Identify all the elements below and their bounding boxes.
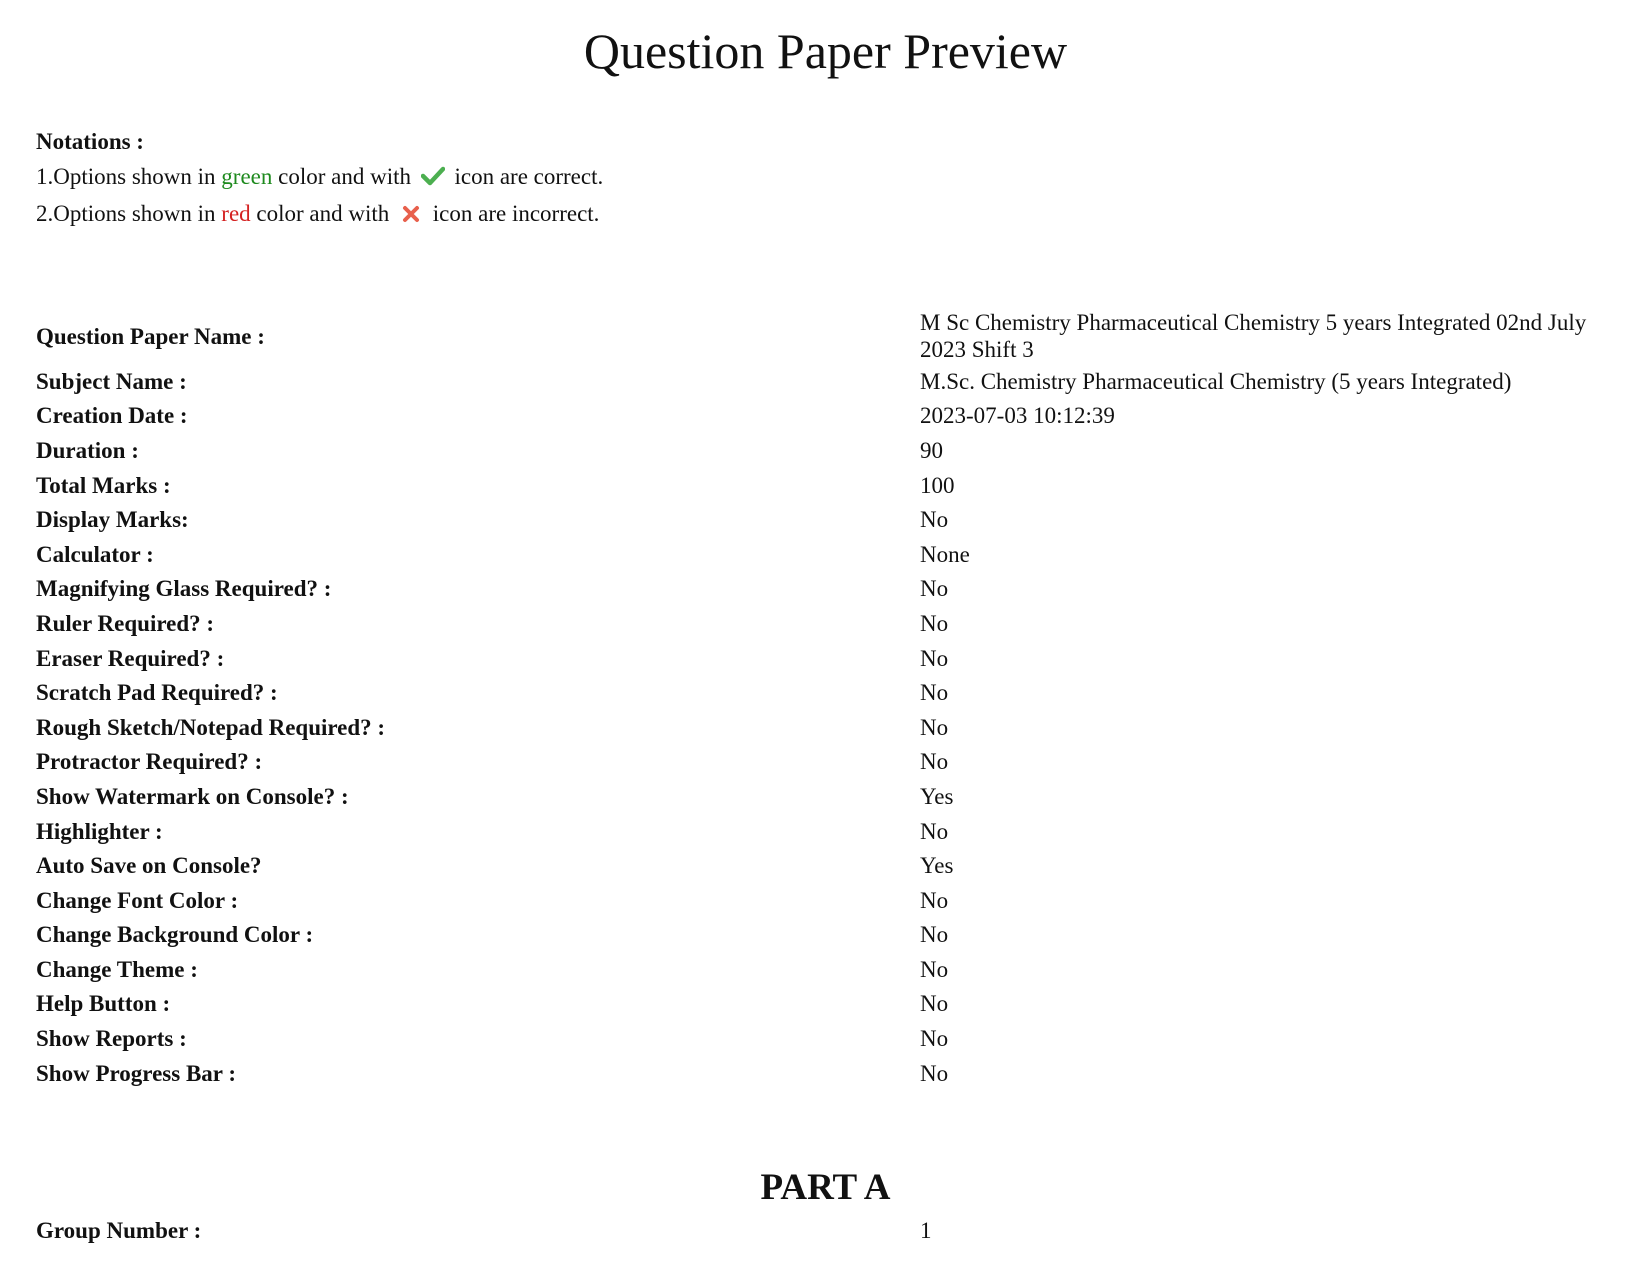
- notations-section: [36, 124, 603, 233]
- detail-row: [36, 848, 1616, 883]
- detail-value: 90: [920, 437, 943, 463]
- detail-value: None: [920, 541, 970, 567]
- detail-row: [36, 814, 1616, 849]
- part-heading: PART A: [760, 1167, 891, 1208]
- detail-value: No: [920, 922, 949, 948]
- detail-value: No: [920, 610, 949, 636]
- page-title: Question Paper Preview: [583, 23, 1068, 79]
- detail-value: 2023-07-03 10:12:39: [920, 403, 1115, 429]
- detail-row: [36, 502, 1616, 537]
- detail-value: 100: [920, 472, 955, 498]
- detail-label: Duration :: [36, 437, 139, 463]
- detail-row: [36, 918, 1616, 953]
- detail-label: Help Button :: [36, 991, 171, 1017]
- detail-value: No: [920, 714, 949, 740]
- cross-icon: [399, 198, 423, 233]
- detail-value: No: [920, 680, 949, 706]
- detail-row: [36, 468, 1616, 503]
- detail-label: Auto Save on Console?: [36, 853, 262, 879]
- detail-row: [36, 745, 1616, 780]
- notations-heading: Notations :: [36, 129, 144, 154]
- detail-value: No: [920, 887, 949, 913]
- detail-label: Change Font Color :: [36, 887, 239, 913]
- detail-value: M.Sc. Chemistry Pharmaceutical Chemistry (5 years Integrated): [920, 368, 1512, 394]
- green-word: green: [221, 164, 273, 189]
- detail-label: Ruler Required? :: [36, 610, 215, 636]
- group-number-label: Group Number :: [36, 1218, 202, 1243]
- detail-value: No: [920, 1060, 949, 1086]
- detail-label: Magnifying Glass Required? :: [36, 576, 332, 602]
- detail-label: Protractor Required? :: [36, 749, 263, 775]
- detail-value: No: [920, 956, 949, 982]
- detail-label: Show Reports :: [36, 1026, 187, 1052]
- notation-correct-suffix: icon are correct.: [448, 164, 604, 189]
- detail-label: Display Marks:: [36, 507, 189, 533]
- detail-value: No: [920, 507, 949, 533]
- detail-row: [36, 779, 1616, 814]
- detail-row: [36, 952, 1616, 987]
- group-number-value: 1: [920, 1218, 932, 1243]
- notation-correct-middle: color and with: [272, 164, 417, 189]
- detail-row: [36, 572, 1616, 607]
- notation-correct-prefix: 1.Options shown in: [36, 164, 222, 189]
- detail-row: [36, 308, 1616, 364]
- check-icon: [421, 161, 445, 196]
- detail-label: Creation Date :: [36, 403, 188, 429]
- red-word: red: [221, 201, 251, 226]
- detail-value: Yes: [920, 853, 954, 879]
- detail-label: Change Background Color :: [36, 922, 314, 948]
- detail-label: Total Marks :: [36, 472, 171, 498]
- detail-row: [36, 883, 1616, 918]
- detail-value: M Sc Chemistry Pharmaceutical Chemistry 5 years Integrated 02nd July 2023 Shift 3: [920, 310, 1587, 362]
- detail-value: No: [920, 1026, 949, 1052]
- detail-value: No: [920, 645, 949, 671]
- detail-label: Scratch Pad Required? :: [36, 680, 278, 706]
- detail-label: Rough Sketch/Notepad Required? :: [36, 714, 386, 740]
- detail-row: [36, 433, 1616, 468]
- detail-value: No: [920, 576, 949, 602]
- detail-row: [36, 1056, 1616, 1091]
- detail-label: Calculator :: [36, 541, 154, 567]
- detail-label: Change Theme :: [36, 956, 198, 982]
- detail-row: [36, 710, 1616, 745]
- detail-row: [36, 987, 1616, 1022]
- notation-incorrect-middle: color and with: [250, 201, 396, 226]
- detail-row: [36, 1021, 1616, 1056]
- detail-row: [36, 641, 1616, 676]
- notation-incorrect-prefix: 2.Options shown in: [36, 201, 222, 226]
- detail-row: [36, 364, 1616, 399]
- group-number-row: [36, 1216, 1616, 1246]
- detail-label: Question Paper Name :: [36, 323, 265, 349]
- detail-row: [36, 675, 1616, 710]
- detail-label: Show Watermark on Console? :: [36, 783, 349, 809]
- notation-incorrect-line: [36, 196, 603, 233]
- detail-row: [36, 606, 1616, 641]
- paper-details-table: [36, 308, 1616, 1090]
- detail-value: No: [920, 818, 949, 844]
- notation-correct-line: [36, 159, 603, 196]
- detail-row: [36, 537, 1616, 572]
- detail-label: Subject Name :: [36, 368, 187, 394]
- detail-row: [36, 399, 1616, 434]
- detail-label: Highlighter :: [36, 818, 163, 844]
- detail-label: Eraser Required? :: [36, 645, 225, 671]
- notation-incorrect-suffix: icon are incorrect.: [427, 201, 600, 226]
- detail-value: No: [920, 991, 949, 1017]
- detail-value: Yes: [920, 783, 954, 809]
- detail-label: Show Progress Bar :: [36, 1060, 236, 1086]
- detail-value: No: [920, 749, 949, 775]
